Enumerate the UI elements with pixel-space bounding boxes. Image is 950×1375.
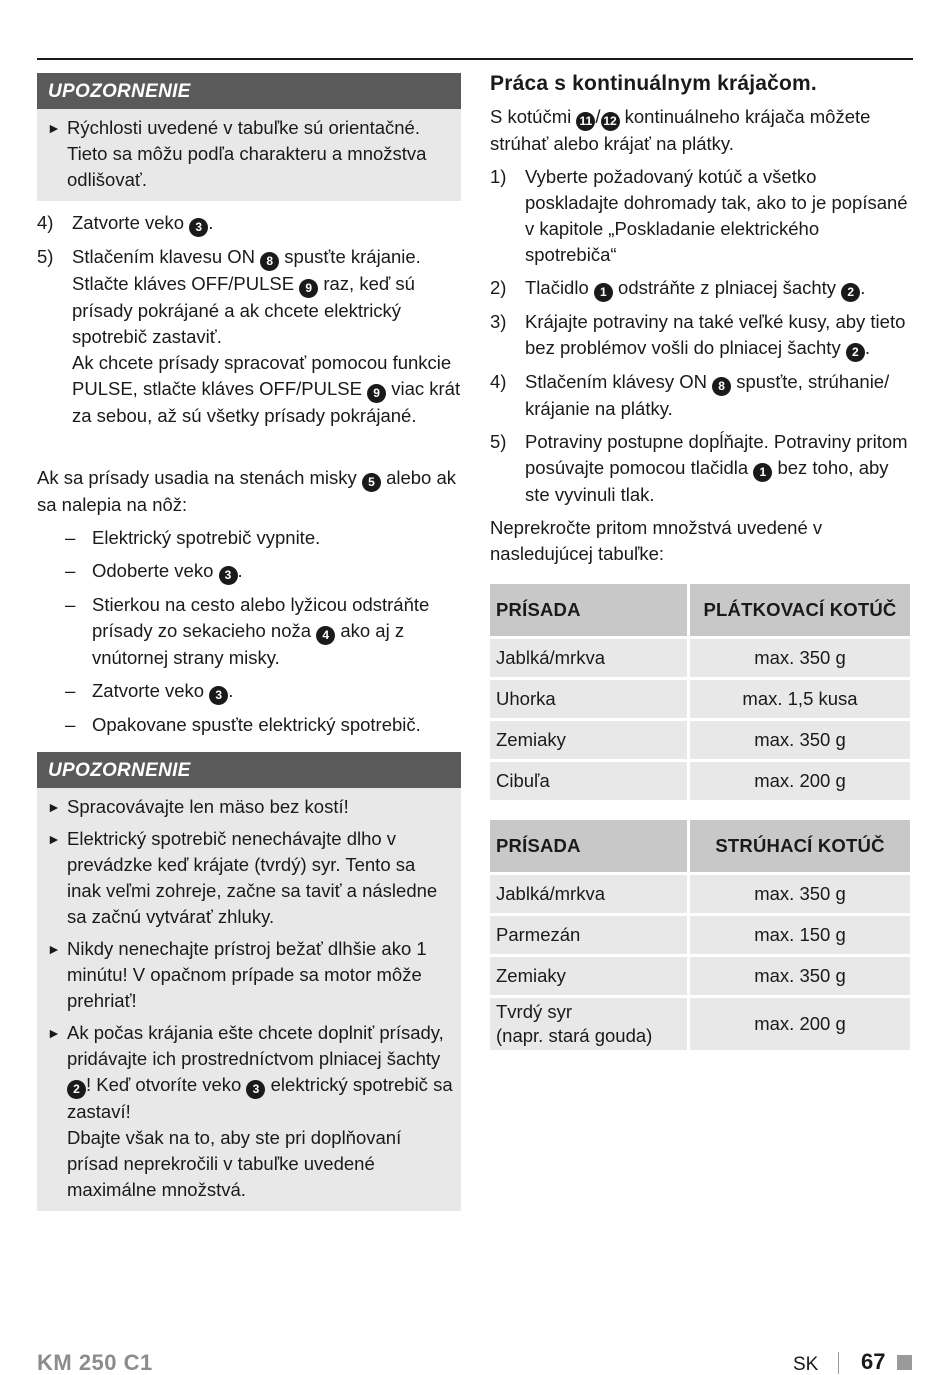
ref-number-icon: 3 — [189, 218, 208, 237]
ref-number-icon: 12 — [601, 112, 620, 131]
ref-number-icon: 9 — [299, 279, 318, 298]
model-name: KM 250 C1 — [37, 1350, 153, 1375]
step-5: 5) Stlačením klavesu ON 8 spusťte krájanie. Stlačte kláves OFF/PULSE 9 raz, keď sú prísady pokrájané a ak chcete elektrický spotrebič zastaviť. Ak chcete prísady spracovať pomocou funkcie PULSE, stlačte kláves OFF/PULSE 9 viac krát za sebou, až sú všetky prísady pokrájané. — [37, 244, 461, 429]
warning-item: ► Nikdy nenechajte prístroj bežať dlhšie ako 1 minútu! V opačnom prípade sa motor môže prehriať! — [47, 938, 427, 1011]
ref-number-icon: 3 — [219, 566, 238, 585]
table-header-row: PRÍSADA STRÚHACÍ KOTÚČ — [490, 820, 910, 872]
dash-item: – Stierkou na cesto alebo lyžicou odstráňte prísady zo sekacieho noža 4 ako aj z vnútornej strany misky. — [65, 594, 430, 668]
grating-disc-table — [487, 817, 913, 1053]
arrow-bullet-icon: ► — [47, 831, 61, 847]
ref-number-icon: 8 — [260, 252, 279, 271]
table-row: Jablká/mrkva max. 350 g — [490, 639, 910, 677]
ref-number-icon: 2 — [67, 1080, 86, 1099]
ref-number-icon: 4 — [316, 626, 335, 645]
dash-item: – Odoberte veko 3 . — [37, 558, 461, 585]
table-row: Zemiaky max. 350 g — [490, 957, 910, 995]
table-row: Jablká/mrkva max. 350 g — [490, 875, 910, 913]
dash-item: – Opakovane spusťte elektrický spotrebič. — [65, 714, 421, 735]
right-column — [490, 70, 912, 1053]
arrow-bullet-icon: ► — [47, 1025, 61, 1041]
table-header-row: PRÍSADA PLÁTKOVACÍ KOTÚČ — [490, 584, 910, 636]
arrow-bullet-icon: ► — [47, 120, 61, 136]
ref-number-icon: 3 — [209, 686, 228, 705]
language-code: SK — [793, 1354, 819, 1375]
dash-item: – Zatvorte veko 3 . — [37, 678, 461, 705]
dash-item: – Elektrický spotrebič vypnite. — [65, 527, 321, 548]
ref-number-icon: 3 — [246, 1080, 265, 1099]
step-4: 4) Zatvorte veko 3 . — [37, 210, 461, 237]
table-row: Zemiaky max. 350 g — [490, 721, 910, 759]
page-number: 67 — [861, 1349, 886, 1374]
arrow-bullet-icon: ► — [47, 799, 61, 815]
ref-number-icon: 1 — [594, 283, 613, 302]
warning-box-1 — [37, 73, 461, 201]
table-row: Parmezán max. 150 g — [490, 916, 910, 954]
step-2: 2) Tlačidlo 1 odstráňte z plniacej šachty 2 . — [490, 275, 912, 302]
table-row: Tvrdý syr (napr. stará gouda) max. 200 g — [490, 998, 910, 1050]
table-row: Uhorka max. 1,5 kusa — [490, 680, 910, 718]
warning-item: ► Elektrický spotrebič nenechávajte dlho v prevádzke keď krájate (tvrdý) syr. Tento sa inak veľmi zohreje, začne sa taviť a následne sa začnú vytvárať zhluky. — [47, 828, 438, 927]
table-note: Neprekročte pritom množstvá uvedené v nasledujúcej tabuľke: — [490, 517, 823, 564]
ref-number-icon: 2 — [841, 283, 860, 302]
warning-item: ► Spracovávajte len mäso bez kostí! — [37, 794, 461, 820]
footer-divider — [838, 1352, 839, 1374]
warning-title: UPOZORNENIE — [37, 752, 461, 788]
ref-number-icon: 5 — [362, 473, 381, 492]
step-3: 3) Krájajte potraviny na také veľké kusy, aby tieto bez problémov vošli do plniacej šachty 2 . — [490, 309, 912, 362]
top-rule — [37, 58, 913, 60]
residue-paragraph: Ak sa prísady usadia na stenách misky 5 alebo ak sa nalepia na nôž: — [37, 467, 457, 515]
arrow-bullet-icon: ► — [47, 941, 61, 957]
ref-number-icon: 11 — [576, 112, 595, 131]
ref-number-icon: 8 — [712, 377, 731, 396]
warning-title: UPOZORNENIE — [37, 73, 461, 109]
warning-item: ► Rýchlosti uvedené v tabuľke sú orientačné. Tieto sa môžu podľa charakteru a množstva odlišovať. — [47, 117, 427, 190]
left-column — [37, 73, 461, 1211]
step-1: 1) Vyberte požadovaný kotúč a všetko poskladajte dohromady tak, ako to je popísané v kapitole „Poskladanie elektrického spotrebiča“ — [490, 166, 908, 265]
intro-paragraph: S kotúčmi 11 / 12 kontinuálneho krájača môžete strúhať alebo krájať na plátky. — [490, 106, 871, 154]
section-heading: Práca s kontinuálnym krájačom. — [490, 72, 817, 95]
step-4: 4) Stlačením klávesy ON 8 spusťte, strúhanie/ krájanie na plátky. — [490, 371, 890, 419]
slicing-disc-table — [487, 581, 913, 803]
ref-number-icon: 9 — [367, 384, 386, 403]
step-5-extra: Ak chcete prísady spracovať pomocou funkcie PULSE, stlačte kláves OFF/PULSE 9 viac krát za sebou, až sú všetky prísady pokrájané. — [72, 352, 461, 426]
footer-square-icon — [897, 1355, 912, 1370]
step-5: 5) Potraviny postupne dopĺňajte. Potraviny pritom posúvajte pomocou tlačidla 1 bez toho, aby ste vyvinuli tlak. — [490, 431, 908, 505]
warning-box-2 — [37, 752, 461, 1211]
table-row: Cibuľa max. 200 g — [490, 762, 910, 800]
warning-item: ► Ak počas krájania ešte chcete doplniť prísady, pridávajte ich prostredníctvom plniacej šachty 2 ! Keď otvoríte veko 3 elektrický spotrebič sa zastaví! Dbajte však na to, aby ste pri doplňovaní prísad neprekročili v tabuľke uvedené maximálne množstvá. — [47, 1022, 453, 1200]
ref-number-icon: 1 — [753, 463, 772, 482]
ref-number-icon: 2 — [846, 343, 865, 362]
